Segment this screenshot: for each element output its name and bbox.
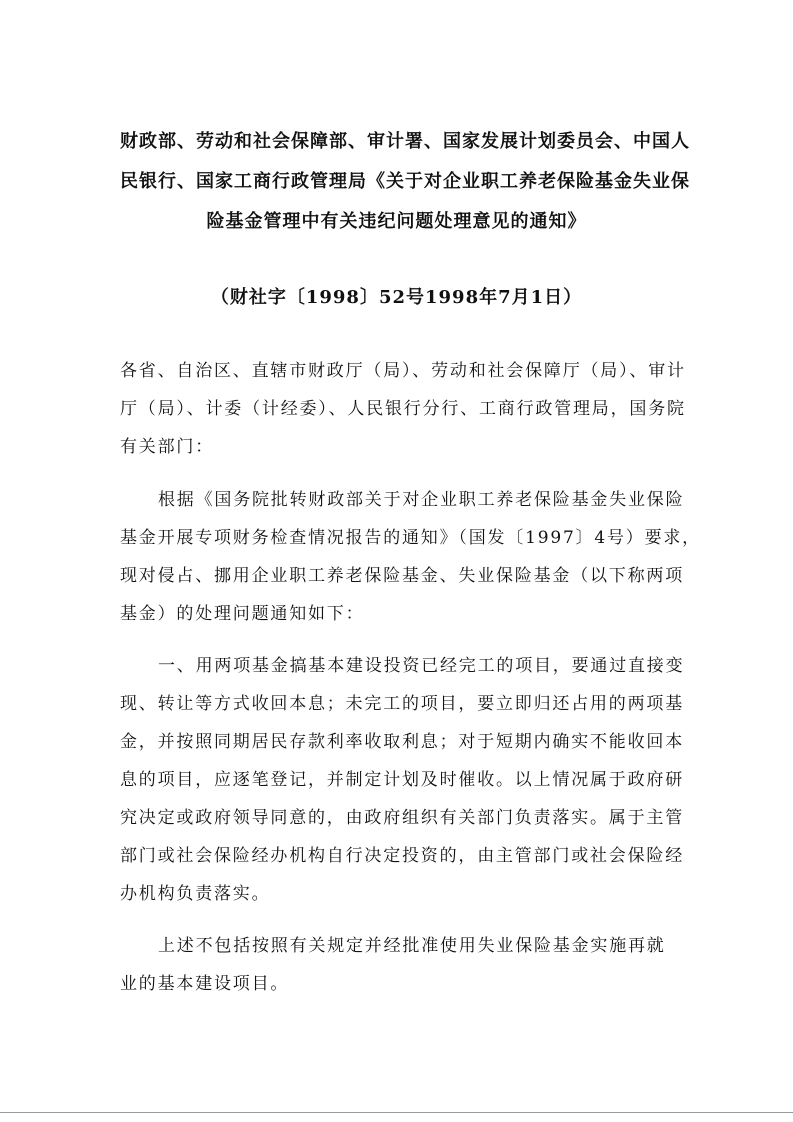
paragraph-3-line-2: 业的基本建设项目。 bbox=[120, 974, 290, 994]
paragraph-1-line-1: 根据《国务院批转财政部关于对企业职工养老保险基金失业保险 bbox=[158, 490, 685, 510]
addressee-line-2: 厅（局）、计委（计经委）、人民银行分行、工商行政管理局，国务院 bbox=[120, 399, 686, 419]
document-title-line-1: 财政部、劳动和社会保障部、审计署、国家发展计划委员会、中国人 bbox=[120, 131, 690, 152]
addressee-line-1: 各省、自治区、直辖市财政厅（局）、劳动和社会保障厅（局）、审计 bbox=[120, 361, 686, 381]
paragraph-2-line-5: 究决定或政府领导同意的，由政府组织有关部门负责落实。属于主管 bbox=[120, 808, 684, 828]
paragraph-1-line-4: 基金）的处理问题通知如下： bbox=[120, 604, 365, 624]
document-title-line-3: 险基金管理中有关违纪问题处理意见的通知》 bbox=[206, 211, 587, 232]
addressee-line-3: 有关部门： bbox=[120, 437, 214, 457]
paragraph-1-line-3: 现对侵占、挪用企业职工养老保险基金、失业保险基金（以下称两项 bbox=[120, 566, 684, 586]
paragraph-2-line-7: 办机构负责落实。 bbox=[120, 884, 271, 904]
paragraph-2-line-3: 金，并按照同期居民存款利率收取利息；对于短期内确实不能收回本 bbox=[120, 732, 684, 752]
paragraph-3-line-1: 上述不包括按照有关规定并经批准使用失业保险基金实施再就 bbox=[158, 936, 666, 956]
document-title-line-2: 民银行、国家工商行政管理局《关于对企业职工养老保险基金失业保 bbox=[120, 171, 690, 192]
page-bottom-rule bbox=[0, 1112, 793, 1113]
paragraph-2-line-1: 一、用两项基金搞基本建设投资已经完工的项目，要通过直接变 bbox=[158, 656, 685, 676]
paragraph-2-line-4: 息的项目，应逐笔登记，并制定计划及时催收。以上情况属于政府研 bbox=[120, 770, 684, 790]
paragraph-2-line-6: 部门或社会保险经办机构自行决定投资的，由主管部门或社会保险经 bbox=[120, 846, 684, 866]
document-number: （财社字〔1998〕52号1998年7月1日） bbox=[210, 287, 583, 308]
paragraph-1-line-2: 基金开展专项财务检查情况报告的通知》（国发〔1997〕4号）要求， bbox=[120, 528, 701, 548]
paragraph-2-line-2: 现、转让等方式收回本息；未完工的项目，要立即归还占用的两项基 bbox=[120, 694, 684, 714]
